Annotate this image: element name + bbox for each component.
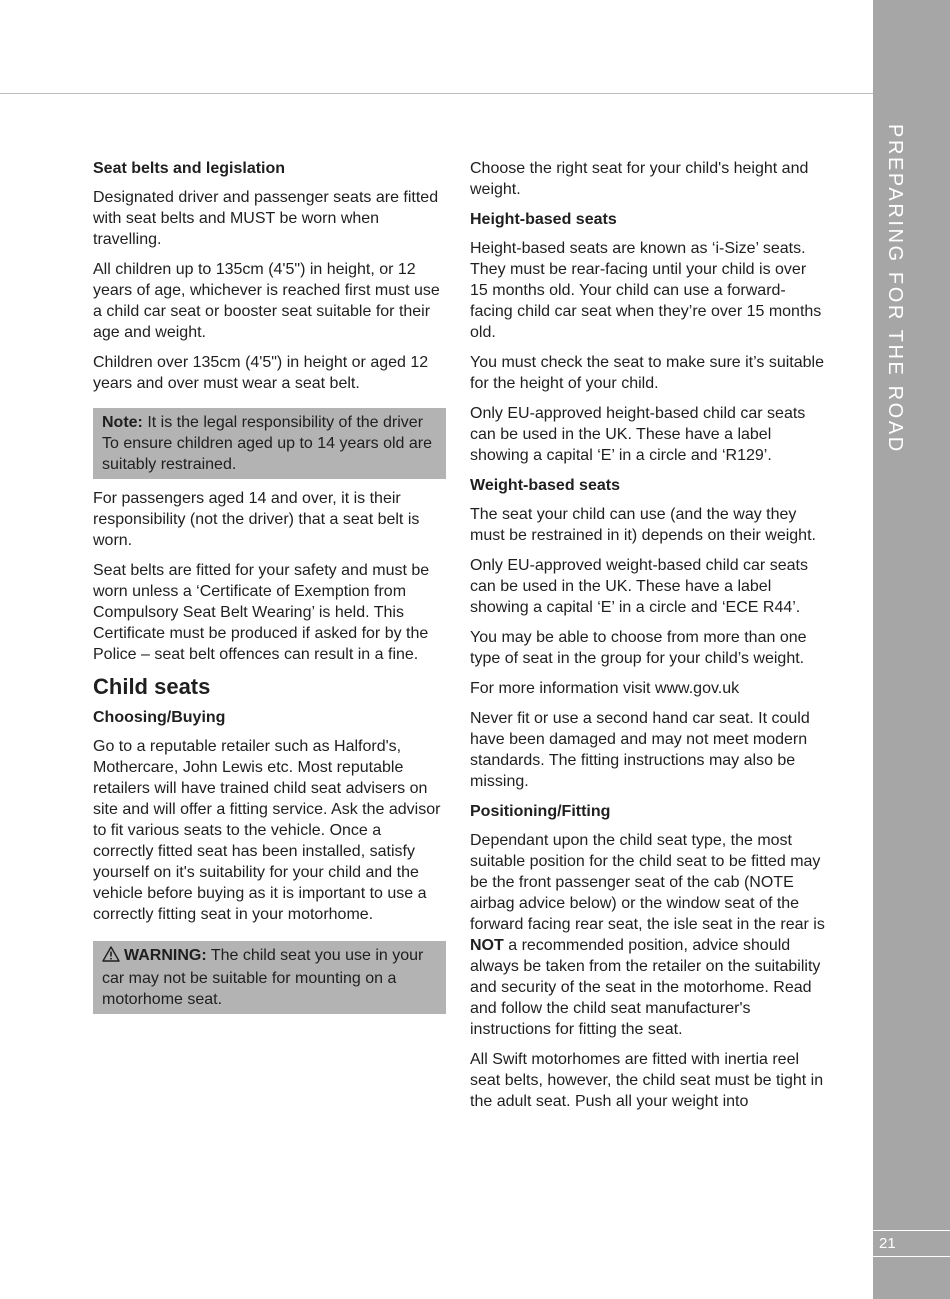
warning-box (93, 941, 446, 1014)
warning-text: WARNING: The child seat you use in your car may not be suitable for mounting on a motorhome seat. (102, 947, 424, 1008)
paragraph: All children up to 135cm (4'5") in height, or 12 years of age, whichever is reached first must use a child car seat or booster seat suitable for their age and weight. (93, 261, 440, 341)
page-number: 21 (879, 1235, 896, 1252)
positioning-heading: Positioning/Fitting (470, 803, 611, 820)
page-number-rule-top (873, 1230, 950, 1231)
paragraph: All Swift motorhomes are fitted with inertia reel seat belts, however, the child seat must be tight in the adult seat. Push all your weight into (470, 1051, 824, 1110)
paragraph: Seat belts are fitted for your safety and must be worn unless a ‘Certificate of Exemption from Compulsory Seat Belt Wearing’ is held. This Certificate must be produced if asked for by the Police – seat belt offences can result in a fine. (93, 562, 430, 663)
paragraph: Go to a reputable retailer such as Halford's, Mothercare, John Lewis etc. Most reputable retailers will have trained child seat advisers on site and will offer a fitting service. Ask the advisor to fit various seats to the vehicle. Once a correctly fitted seat has been installed, satisfy yourself on it's suitability for your child and the vehicle before buying as it is important to use a correctly fitting seat in your motorhome. (93, 738, 441, 923)
paragraph: For passengers aged 14 and over, it is their responsibility (not the driver) that a seat belt is worn. (93, 490, 420, 549)
paragraph: Choose the right seat for your child's height and weight. (470, 160, 809, 198)
paragraph: Only EU-approved weight-based child car seats can be used in the UK. These have a label showing a capital ‘E’ in a circle and ‘ECE R44’. (470, 557, 808, 616)
paragraph: Height-based seats are known as ‘i-Size’ seats. They must be rear-facing until your child is over 15 months old. Your child can use a forward-facing child car seat when they’re over 15 months old. (470, 240, 822, 341)
weight-seats-heading: Weight-based seats (470, 477, 620, 494)
left-column (93, 158, 446, 1023)
paragraph: You must check the seat to make sure it’s suitable for the height of your child. (470, 354, 824, 392)
paragraph: Dependant upon the child seat type, the most suitable position for the child seat to be fitted may be the front passenger seat of the cab (NOTE airbag advice below) or the window seat of the forward facing rear seat, the isle seat in the rear is NOT a recommended position, advice should always be taken from the retailer on the suitability and security of the seat in the motorhome. Read and follow the child seat manufacturer's instructions for fitting the seat. (470, 832, 825, 1038)
child-seats-heading: Child seats (93, 674, 211, 699)
choosing-heading: Choosing/Buying (93, 709, 226, 726)
warning-label: WARNING: (124, 947, 207, 964)
paragraph: Designated driver and passenger seats are fitted with seat belts and MUST be worn when travelling. (93, 189, 439, 248)
paragraph: The seat your child can use (and the way they must be restrained in it) depends on their weight. (470, 506, 816, 544)
paragraph: Children over 135cm (4'5") in height or aged 12 years and over must wear a seat belt. (93, 354, 429, 392)
note-text: Note: It is the legal responsibility of the driver To ensure children aged up to 14 years old are suitably restrained. (102, 414, 432, 473)
note-box (93, 408, 446, 479)
paragraph: For more information visit www.gov.uk (470, 680, 740, 697)
note-label: Note: (102, 414, 143, 431)
seatbelts-heading: Seat belts and legislation (93, 160, 286, 177)
header-divider (0, 93, 873, 94)
warning-triangle-icon (102, 946, 120, 968)
paragraph: You may be able to choose from more than one type of seat in the group for your child’s weight. (470, 629, 807, 667)
height-seats-heading: Height-based seats (470, 211, 617, 228)
paragraph: Never fit or use a second hand car seat. It could have been damaged and may not meet modern standards. The fitting instructions may also be missing. (470, 710, 810, 790)
page-number-rule-bottom (873, 1256, 950, 1257)
right-column (470, 158, 826, 1121)
section-title: PREPARING FOR THE ROAD (884, 124, 906, 454)
paragraph: Only EU-approved height-based child car seats can be used in the UK. These have a label showing a capital ‘E’ in a circle and ‘R129’. (470, 405, 806, 464)
emphasis-not: NOT (470, 937, 504, 954)
